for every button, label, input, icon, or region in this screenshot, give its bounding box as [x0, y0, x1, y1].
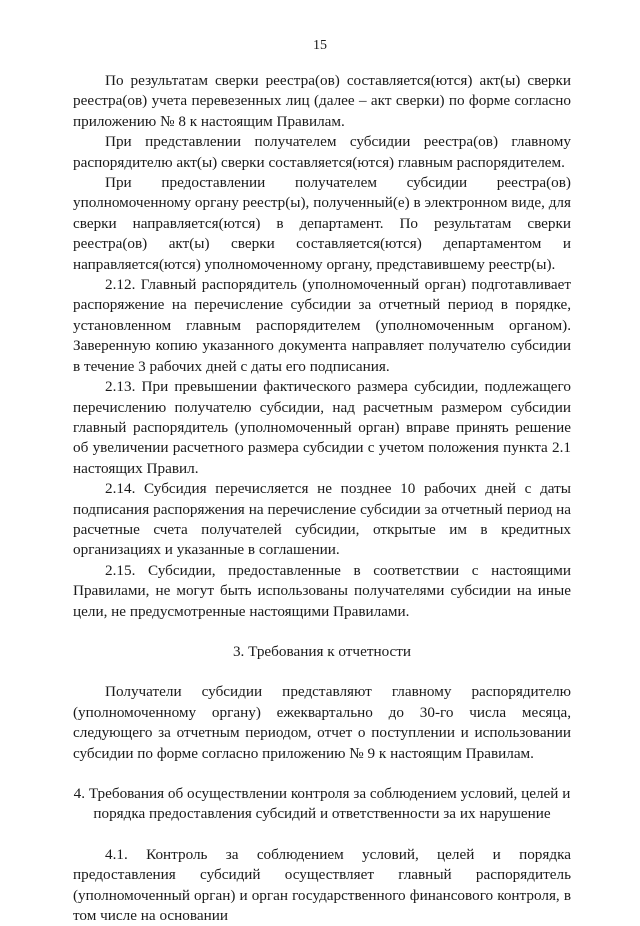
section-4-heading-line1: 4. Требования об осуществлении контроля за соблюдением условий, целей и — [73, 785, 571, 802]
section-3-heading: 3. Требования к отчетности — [232, 642, 412, 660]
paragraph-chief-administrator-act: При представлении получателем субсидии реестра(ов) главному распорядителю акт(ы) сверки составляется(ются) главным распорядителем. — [73, 133, 571, 171]
paragraph-2-15: 2.15. Субсидии, предоставленные в соответствии с настоящими Правилами, не могут быть использованы получателями субсидии на иные цели, не предусмотренные настоящими Правилами. — [73, 561, 571, 620]
section-4-heading-line2: порядка предоставления субсидий и ответственности за их нарушение — [93, 805, 551, 823]
paragraph-reconciliation-act: По результатам сверки реестра(ов) составляется(ются) акт(ы) сверки реестра(ов) учета перевезенных лиц (далее – акт сверки) по форме согласно приложению № 8 к настоящим Правилам. — [73, 72, 571, 130]
document-body — [73, 71, 571, 926]
page-number: 15 — [313, 38, 327, 53]
paragraph-authorized-body-registry: При предоставлении получателем субсидии реестра(ов) уполномоченному органу реестр(ы), полученный(е) в электронном виде, для сверки направляется(ются) в департамент. По результатам сверки реестра(ов) акт(ы) сверки составляется(ются) департаментом и направляется(ются) уполномоченному органу, представившему реестр(ы). — [73, 174, 571, 273]
paragraph-reporting: Получатели субсидии представляют главному распорядителю (уполномоченному органу) ежеквартально до 30-го числа месяца, следующего за отчетным периодом, отчет о поступлении и использовании субсидии по форме согласно приложению № 9 к настоящим Правилам. — [73, 683, 571, 762]
paragraph-2-12: 2.12. Главный распорядитель (уполномоченный орган) подготавливает распоряжение на перечисление субсидии за отчетный период в порядке, установленном главным распорядителем (уполномоченным органом). Заверенную копию указанного документа направляет получателю субсидии в течение 3 рабочих дней с даты его подписания. — [73, 276, 571, 375]
paragraph-2-14: 2.14. Субсидия перечисляется не позднее 10 рабочих дней с даты подписания распоряжения на перечисление субсидии за отчетный период на расчетные счета получателей субсидии, открытые им в кредитных организациях и указанные в соглашении. — [73, 480, 571, 559]
paragraph-2-13: 2.13. При превышении фактического размера субсидии, подлежащего перечислению получателю субсидии, над расчетным размером субсидии главный распорядитель (уполномоченный орган) вправе принять решение об увеличении расчетного размера субсидии с учетом положения пункта 2.1 настоящих Правил. — [73, 378, 571, 477]
paragraph-4-1: 4.1. Контроль за соблюдением условий, целей и порядка предоставления субсидий осуществляет главный распорядитель (уполномоченный орган) и орган государственного финансового контроля, в том числе на основании — [73, 845, 571, 925]
